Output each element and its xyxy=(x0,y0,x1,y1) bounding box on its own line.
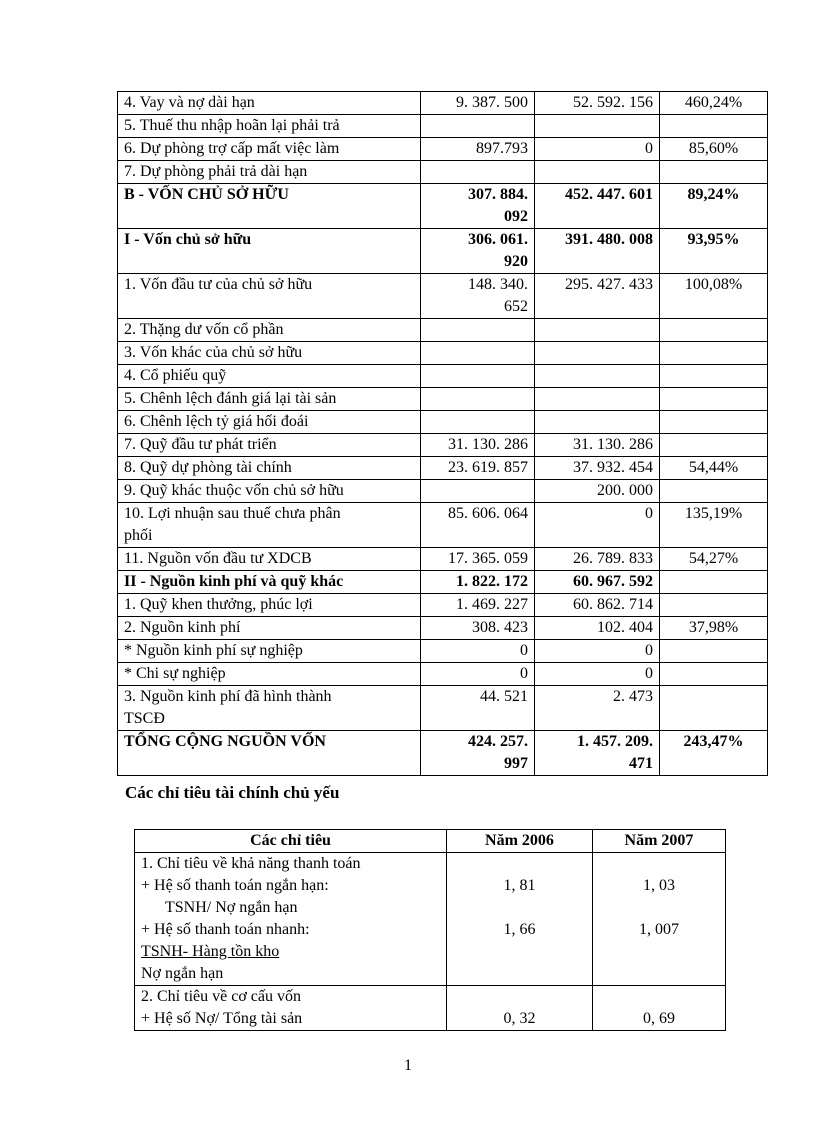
value-2006 xyxy=(421,161,535,184)
table-row xyxy=(118,184,768,229)
growth-percent xyxy=(660,434,768,457)
debt-ratio-label: + Hệ số Nợ/ Tổng tài sản xyxy=(141,1010,303,1027)
row-label-line: 10. Lợi nhuận sau thuế chưa phân xyxy=(124,505,341,522)
row-label: 4. Cổ phiếu quỹ xyxy=(118,365,421,388)
header-year-2006: Năm 2006 xyxy=(447,830,593,853)
table-row xyxy=(118,640,768,663)
value-2006-line: 652 xyxy=(504,298,528,315)
growth-percent: 37,98% xyxy=(660,617,768,640)
growth-percent xyxy=(660,594,768,617)
value-2007 xyxy=(535,411,660,434)
value-2007-line: 471 xyxy=(629,755,653,772)
row-label: 3. Vốn khác của chủ sở hữu xyxy=(118,342,421,365)
table-row xyxy=(118,617,768,640)
financial-ratios-table xyxy=(134,829,726,1031)
row-label xyxy=(118,503,421,548)
value-2007: 200. 000 xyxy=(535,480,660,503)
row-label-line: phối xyxy=(124,527,153,544)
value-2006: 17. 365. 059 xyxy=(421,548,535,571)
growth-percent: 54,44% xyxy=(660,457,768,480)
growth-percent xyxy=(660,640,768,663)
table-row xyxy=(118,388,768,411)
value-2006 xyxy=(421,411,535,434)
value-2007 xyxy=(535,161,660,184)
value-2007: 52. 592. 156 xyxy=(535,92,660,115)
value-2007: 0 xyxy=(535,138,660,161)
row-label: 2. Thặng dư vốn cổ phần xyxy=(118,319,421,342)
table-row xyxy=(118,663,768,686)
row-label: 1. Quỹ khen thưởng, phúc lợi xyxy=(118,594,421,617)
capital-structure-2006-values xyxy=(447,986,593,1031)
section-title: Các chỉ tiêu tài chính chủ yếu xyxy=(125,783,340,802)
table-row xyxy=(118,342,768,365)
row-label: 7. Dự phòng phải trả dài hạn xyxy=(118,161,421,184)
row-label-line: TSCĐ xyxy=(124,710,165,727)
capital-structure-labels xyxy=(135,986,447,1031)
row-label: II - Nguồn kinh phí và quỹ khác xyxy=(118,571,421,594)
capital-structure-title: 2. Chỉ tiêu về cơ cấu vốn xyxy=(141,988,301,1005)
value-2006-line: 092 xyxy=(504,208,528,225)
value-2007: 0 xyxy=(535,663,660,686)
value-2006: 897.793 xyxy=(421,138,535,161)
row-label: B - VỐN CHỦ SỞ HỮU xyxy=(118,184,421,229)
growth-percent: 89,24% xyxy=(660,184,768,229)
growth-percent xyxy=(660,663,768,686)
table-row xyxy=(118,434,768,457)
value-2006: 85. 606. 064 xyxy=(421,503,535,548)
value-2006: 0 xyxy=(421,640,535,663)
row-label-line: 3. Nguồn kinh phí đã hình thành xyxy=(124,688,332,705)
liquidity-labels xyxy=(135,853,447,986)
row-label: 8. Quỹ dự phòng tài chính xyxy=(118,457,421,480)
quick-ratio-2006: 1, 66 xyxy=(503,921,536,938)
value-2006-line: 997 xyxy=(504,755,528,772)
quick-ratio-2007: 1, 007 xyxy=(639,921,679,938)
current-ratio-formula: TSNH/ Nợ ngắn hạn xyxy=(165,899,298,916)
growth-percent: 460,24% xyxy=(660,92,768,115)
value-2007: 391. 480. 008 xyxy=(535,229,660,274)
table-row xyxy=(118,457,768,480)
growth-percent xyxy=(660,480,768,503)
row-label: TỔNG CỘNG NGUỒN VỐN xyxy=(118,731,421,776)
value-2006-line: 307. 884. xyxy=(468,186,528,203)
growth-percent: 243,47% xyxy=(660,731,768,776)
value-2006 xyxy=(421,319,535,342)
row-label: 9. Quỹ khác thuộc vốn chủ sở hữu xyxy=(118,480,421,503)
ratios-header-row xyxy=(135,830,726,853)
growth-percent xyxy=(660,342,768,365)
value-2006-line: 148. 340. xyxy=(468,276,528,293)
liquidity-2006-values xyxy=(447,853,593,986)
value-2006 xyxy=(421,731,535,776)
value-2006 xyxy=(421,274,535,319)
quick-ratio-denominator: Nợ ngắn hạn xyxy=(141,965,224,982)
growth-percent xyxy=(660,411,768,434)
table-row xyxy=(118,365,768,388)
header-indicator: Các chỉ tiêu xyxy=(135,830,447,853)
growth-percent xyxy=(660,161,768,184)
ratios-group-liquidity xyxy=(135,853,726,986)
value-2006: 44. 521 xyxy=(421,686,535,731)
table-row xyxy=(118,319,768,342)
debt-ratio-2006: 0, 32 xyxy=(503,1010,536,1027)
value-2006 xyxy=(421,388,535,411)
table-row xyxy=(118,594,768,617)
value-2007: 102. 404 xyxy=(535,617,660,640)
value-2006: 9. 387. 500 xyxy=(421,92,535,115)
table-row xyxy=(118,548,768,571)
value-2006: 308. 423 xyxy=(421,617,535,640)
debt-ratio-2007: 0, 69 xyxy=(643,1010,675,1027)
value-2006-line: 920 xyxy=(504,253,528,270)
value-2006: 1. 469. 227 xyxy=(421,594,535,617)
row-label: 6. Dự phòng trợ cấp mất việc làm xyxy=(118,138,421,161)
growth-percent xyxy=(660,115,768,138)
liquidity-title: 1. Chỉ tiêu về khả năng thanh toán xyxy=(141,855,361,872)
value-2007 xyxy=(535,731,660,776)
value-2006: 23. 619. 857 xyxy=(421,457,535,480)
value-2007: 60. 967. 592 xyxy=(535,571,660,594)
table-row xyxy=(118,115,768,138)
value-2007: 452. 447. 601 xyxy=(535,184,660,229)
value-2007: 295. 427. 433 xyxy=(535,274,660,319)
value-2007: 0 xyxy=(535,640,660,663)
value-2007: 37. 932. 454 xyxy=(535,457,660,480)
table-row xyxy=(118,161,768,184)
row-label: I - Vốn chủ sở hữu xyxy=(118,229,421,274)
value-2007: 26. 789. 833 xyxy=(535,548,660,571)
table-row xyxy=(118,138,768,161)
growth-percent xyxy=(660,365,768,388)
header-year-2007: Năm 2007 xyxy=(593,830,726,853)
row-label: 11. Nguồn vốn đầu tư XDCB xyxy=(118,548,421,571)
value-2007: 60. 862. 714 xyxy=(535,594,660,617)
value-2007: 2. 473 xyxy=(535,686,660,731)
growth-percent xyxy=(660,388,768,411)
row-label: 6. Chênh lệch tỷ giá hối đoái xyxy=(118,411,421,434)
growth-percent xyxy=(660,319,768,342)
value-2006: 1. 822. 172 xyxy=(421,571,535,594)
page-number: 1 xyxy=(404,1057,412,1074)
table-row xyxy=(118,571,768,594)
value-2007: 0 xyxy=(535,503,660,548)
row-label: * Chi sự nghiệp xyxy=(118,663,421,686)
row-label: * Nguồn kinh phí sự nghiệp xyxy=(118,640,421,663)
row-label: 1. Vốn đầu tư của chủ sở hữu xyxy=(118,274,421,319)
table-row xyxy=(118,686,768,731)
row-label: 2. Nguồn kinh phí xyxy=(118,617,421,640)
row-label: 7. Quỹ đầu tư phát triển xyxy=(118,434,421,457)
growth-percent xyxy=(660,686,768,731)
value-2006 xyxy=(421,365,535,388)
capital-sources-table xyxy=(117,91,768,776)
value-2007 xyxy=(535,319,660,342)
current-ratio-label: + Hệ số thanh toán ngắn hạn: xyxy=(141,877,329,894)
row-label xyxy=(118,686,421,731)
table-row xyxy=(118,274,768,319)
value-2006 xyxy=(421,184,535,229)
growth-percent: 85,60% xyxy=(660,138,768,161)
value-2006 xyxy=(421,115,535,138)
table-row xyxy=(118,92,768,115)
table-row xyxy=(118,480,768,503)
value-2007 xyxy=(535,342,660,365)
current-ratio-2007: 1, 03 xyxy=(643,877,675,894)
value-2006 xyxy=(421,342,535,365)
growth-percent: 93,95% xyxy=(660,229,768,274)
quick-ratio-numerator: TSNH- Hàng tồn kho xyxy=(141,943,280,960)
value-2006 xyxy=(421,229,535,274)
current-ratio-2006: 1, 81 xyxy=(503,877,536,894)
value-2006-line: 424. 257. xyxy=(468,733,528,750)
growth-percent: 100,08% xyxy=(660,274,768,319)
table-row xyxy=(118,229,768,274)
row-label: 5. Chênh lệch đánh giá lại tài sản xyxy=(118,388,421,411)
row-label: 5. Thuế thu nhập hoãn lại phải trả xyxy=(118,115,421,138)
value-2007 xyxy=(535,115,660,138)
row-label: 4. Vay và nợ dài hạn xyxy=(118,92,421,115)
value-2006-line: 306. 061. xyxy=(468,231,528,248)
table-row xyxy=(118,411,768,434)
value-2006 xyxy=(421,480,535,503)
value-2006: 31. 130. 286 xyxy=(421,434,535,457)
liquidity-2007-values xyxy=(593,853,726,986)
value-2007 xyxy=(535,388,660,411)
growth-percent: 135,19% xyxy=(660,503,768,548)
value-2007-line: 1. 457. 209. xyxy=(577,733,653,750)
value-2007 xyxy=(535,365,660,388)
value-2007: 31. 130. 286 xyxy=(535,434,660,457)
quick-ratio-label: + Hệ số thanh toán nhanh: xyxy=(141,921,310,938)
table-row xyxy=(118,731,768,776)
ratios-group-capital-structure xyxy=(135,986,726,1031)
capital-structure-2007-values xyxy=(593,986,726,1031)
growth-percent: 54,27% xyxy=(660,548,768,571)
value-2006: 0 xyxy=(421,663,535,686)
table-row xyxy=(118,503,768,548)
growth-percent xyxy=(660,571,768,594)
